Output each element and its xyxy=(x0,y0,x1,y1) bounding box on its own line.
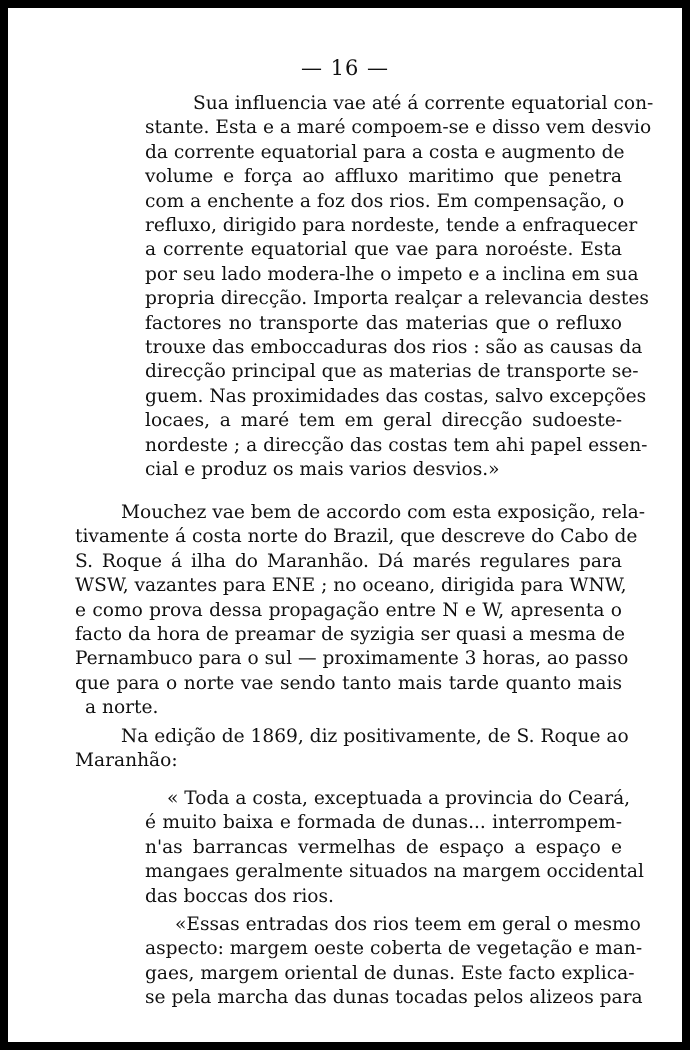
quote-block-2 xyxy=(145,787,644,909)
text-line: gaes, margem oriental de dunas. Este facto explica- xyxy=(145,962,635,984)
text-line: facto da hora de preamar de syzigia ser quasi a mesma de xyxy=(75,624,625,646)
text-line: com a enchente a foz dos rios. Em compensação, o xyxy=(145,190,625,212)
text-line: e como prova dessa propagação entre N e W, apresenta o xyxy=(75,599,622,621)
text-line: tivamente á costa norte do Brazil, que descreve do Cabo de xyxy=(75,526,638,548)
text-line: se pela marcha das dunas tocadas pelos alizeos para xyxy=(145,987,643,1009)
text-line: Pernambuco para o sul — proximamente 3 horas, ao passo xyxy=(75,648,629,670)
text-line: a norte. xyxy=(85,697,159,719)
text-line: propria direcção. Importa realçar a relevancia destes xyxy=(145,288,649,310)
text-line: stante. Esta e a maré compoem-se e disso vem desvio xyxy=(145,117,652,139)
text-line: da corrente equatorial para a costa e augmento de xyxy=(145,141,625,163)
text-line: é muito baixa e formada de dunas... interrompem- xyxy=(145,812,622,834)
paragraph-mouchez xyxy=(75,501,646,721)
page-number: — 16 — xyxy=(300,56,390,80)
text-line: locaes, a maré tem em geral direcção sudoeste- xyxy=(145,410,622,432)
text-line: por seu lado modera-lhe o impeto e a inclina em sua xyxy=(145,263,639,285)
text-line: «Essas entradas dos rios teem em geral o mesmo xyxy=(175,914,641,935)
text-line: nordeste ; a direcção das costas tem ahi papel essen- xyxy=(145,434,648,456)
quote-block-1 xyxy=(145,92,654,483)
text-line: S. Roque á ilha do Maranhão. Dá marés regulares para xyxy=(75,550,622,572)
text-line: Na edição de 1869, diz positivamente, de S. Roque ao xyxy=(121,726,629,747)
quote-block-3 xyxy=(145,913,643,1011)
text-line: das boccas dos rios. xyxy=(145,885,334,907)
text-line: direcção principal que as materias de transporte se- xyxy=(145,361,639,383)
text-line: n'as barrancas vermelhas de espaço a espaço e xyxy=(145,836,622,858)
text-line: « Toda a costa, exceptuada a provincia do Ceará, xyxy=(167,788,631,809)
text-line: refluxo, dirigido para nordeste, tende a enfraquecer xyxy=(145,215,638,237)
text-line: WSW, vazantes para ENE ; no oceano, dirigida para WNW, xyxy=(75,575,627,597)
text-line: cial e produz os mais varios desvios.» xyxy=(145,459,500,481)
text-line: mangaes geralmente situados na margem occidental xyxy=(145,861,644,883)
text-line: que para o norte vae sendo tanto mais tarde quanto mais xyxy=(75,672,622,694)
book-page xyxy=(8,8,682,1042)
text-line: Sua influencia vae até á corrente equatorial con- xyxy=(193,93,654,114)
paragraph-edicao xyxy=(75,725,629,774)
text-line: guem. Nas proximidades das costas, salvo excepções xyxy=(145,385,647,407)
text-line: Mouchez vae bem de accordo com esta exposição, rela- xyxy=(121,502,646,523)
text-line: aspecto: margem oeste coberta de vegetação e man- xyxy=(145,938,643,960)
text-line: Maranhão: xyxy=(75,750,178,772)
text-line: volume e força ao affluxo maritimo que penetra xyxy=(145,166,622,188)
text-line: trouxe das emboccaduras dos rios : são as causas da xyxy=(145,337,643,359)
text-line: a corrente equatorial que vae para noroéste. Esta xyxy=(145,239,622,261)
text-line: factores no transporte das materias que o refluxo xyxy=(145,312,622,334)
